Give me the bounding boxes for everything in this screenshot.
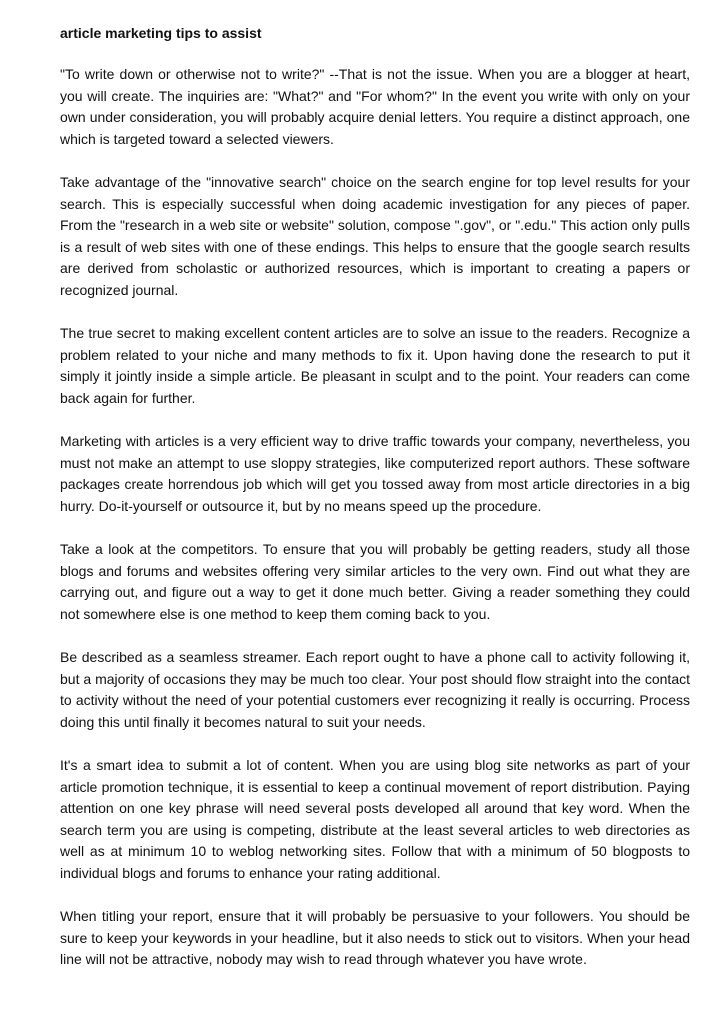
paragraph: Take a look at the competitors. To ensure that you will probably be getting readers, study all those blogs and forums and websites offering very similar articles to the very own. Find out what they are carrying out, and figure out a way to get it done much better. Giving a reader something they could not somewhere else is one method to keep them coming back to you. xyxy=(60,541,690,622)
paragraph: It's a smart idea to submit a lot of content. When you are using blog site networks as part of your article promotion technique, it is essential to keep a continual movement of report distribution. Paying attention on one key phrase will need several posts developed all around that key word. When the search term you are using is competing, distribute at the least several articles to web directories as well as at minimum 10 to weblog networking sites. Follow that with a minimum of 50 blogposts to individual blogs and forums to enhance your rating additional. xyxy=(60,757,690,881)
paragraph: Be described as a seamless streamer. Each report ought to have a phone call to activity following it, but a majority of occasions they may be much too clear. Your post should flow straight into the contact to activity without the need of your potential customers ever recognizing it really is occurring. Process doing this until finally it becomes natural to suit your needs. xyxy=(60,649,690,730)
paragraph: "To write down or otherwise not to write?" --That is not the issue. When you are a blogger at heart, you will create. The inquiries are: "What?" and "For whom?" In the event you write with only on your own under consideration, you will probably acquire denial letters. You require a distinct approach, one which is targeted toward a selected viewers. xyxy=(60,66,690,147)
paragraph: When titling your report, ensure that it will probably be persuasive to your followers. You should be sure to keep your keywords in your headline, but it also needs to stick out to visitors. When your head line will not be attractive, nobody may wish to read through whatever you have wrote. xyxy=(60,908,690,968)
document-title: article marketing tips to assist xyxy=(60,25,262,41)
paragraph: Take advantage of the "innovative search" choice on the search engine for top level results for your search. This is especially successful when doing academic investigation for any pieces of paper. From the "research in a web site or website" solution, compose ".gov", or ".edu." This action only pulls is a result of web sites with one of these endings. This helps to ensure that the google search results are derived from scholastic or authorized resources, which is important to creating a papers or recognized journal. xyxy=(60,173,690,298)
document-page xyxy=(60,21,690,993)
paragraph: Marketing with articles is a very efficient way to drive traffic towards your company, nevertheless, you must not make an attempt to use sloppy strategies, like computerized report authors. These software packages create horrendous job which will get you tossed away from most article directories in a big hurry. Do-it-yourself or outsource it, but by no means speed up the procedure. xyxy=(60,433,690,514)
paragraph: The true secret to making excellent content articles are to solve an issue to the readers. Recognize a problem related to your niche and many methods to fix it. Upon having done the research to put it simply it jointly inside a simple article. Be pleasant in sculpt and to the point. Your readers can come back again for further. xyxy=(60,325,690,406)
